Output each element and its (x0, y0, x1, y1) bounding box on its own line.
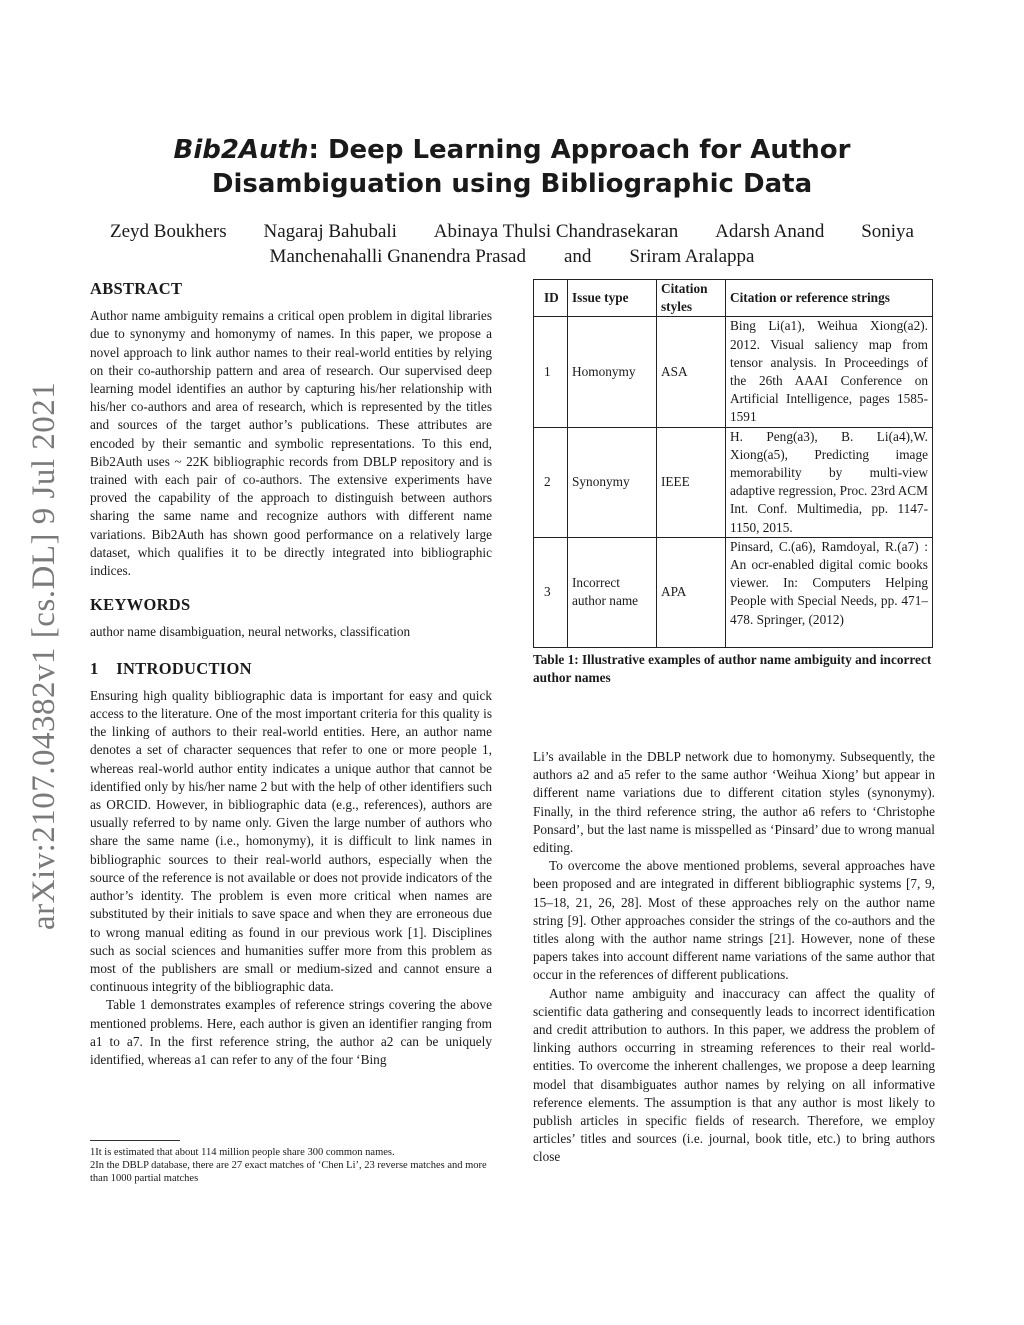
footnotes (90, 1140, 492, 1185)
table-cell-style: IEEE (657, 427, 726, 537)
author-name: Manchenahalli Gnanendra Prasad (269, 246, 526, 267)
table-cell-reference: H. Peng(a3), B. Li(a4),W. Xiong(a5), Predicting image memorability by multi-view adaptive regression, Proc. 23rd ACM Int. Conf. Multimedia, pp. 1147-1150, 2015. (726, 427, 933, 537)
author-name: Soniya (861, 221, 914, 242)
table-header: ID (534, 280, 568, 317)
footnote-rule (90, 1140, 180, 1141)
right-column (533, 748, 935, 1167)
body-paragraph: Li’s available in the DBLP network due to homonymy. Subsequently, the authors a2 and a5 refer to the same author ‘Weihua Xiong’ but appear in different name variations due to different citation styles (synonymy). Finally, in the third reference string, the author a6 refers to ‘Christophe Ponsard’, but the last name is misspelled as ‘Pinsard’ due to wrong manual editing. (533, 749, 935, 856)
author-conjunction: and (563, 246, 592, 267)
table-cell-style: APA (657, 537, 726, 647)
paper-title-system-name: Bib2Auth (173, 135, 309, 165)
author-name: Sriram Aralappa (629, 246, 755, 267)
body-paragraph: Author name ambiguity and inaccuracy can affect the quality of scientific data gathering and consequently leads to incorrect identification and credit attribution to authors. In this paper, we address the problem of linking authors occurring in streaming references to their real world-entities. To overcome the inherent challenges, we propose a deep learning model that disambiguates author names by relying on all informative reference elements. The assumption is that any author is most likely to publish articles in specific fields of research. Therefore, we employ articles’ titles and sources (i.e. journal, book title, etc.) to bring authors close (533, 985, 935, 1165)
keywords-section (90, 596, 492, 641)
author-name: Nagaraj Bahubali (263, 221, 397, 242)
table-cell-id: 2 (534, 427, 568, 537)
introduction-heading: 1 INTRODUCTION (90, 658, 252, 678)
table-caption: Table 1: Illustrative examples of author name ambiguity and incorrect author names (533, 652, 932, 686)
table-row (534, 537, 933, 647)
author-name: Abinaya Thulsi Chandrasekaran (433, 221, 679, 242)
table-header-row (534, 280, 933, 317)
footnote: 2In the DBLP database, there are 27 exact matches of ‘Chen Li’, 23 reverse matches and more than 1000 partial matches (90, 1160, 487, 1184)
paper-title-rest: : Deep Learning Approach for Author Disambiguation using Bibliographic Data (211, 135, 851, 199)
abstract-text: Author name ambiguity remains a critical open problem in digital libraries due to synonymy and homonymy of names. In this paper, we propose a novel approach to link author names to their real-world entities by relying on their co-authorship pattern and area of research. Our supervised deep learning model identifies an author by capturing his/her relationship with his/her co-authors and area of research, which is represented by the titles and sources of the target author’s publications. These attributes are encoded by their semantic and symbolic representations. To this end, Bib2Auth uses ~ 22K bibliographic records from DBLP repository and is trained with each pair of co-authors. The extensive experiments have proved the capability of the approach to distinguish between authors sharing the same name and recognize authors with different name variations. Bib2Auth has shown good performance on a relatively large dataset, which qualifies it to be directly integrated into bibliographic indices. (90, 308, 492, 579)
table-cell-style: ASA (657, 317, 726, 427)
abstract-section (90, 280, 492, 580)
table-cell-id: 1 (534, 317, 568, 427)
arxiv-identifier: arXiv:2107.04382v1 [cs.DL] 9 Jul 2021 (26, 381, 62, 930)
footnote: 1It is estimated that about 114 million people share 300 common names. (90, 1147, 395, 1158)
left-column (90, 280, 492, 1069)
table-cell-issue: Incorrect author name (568, 537, 657, 647)
author-name: Zeyd Boukhers (110, 221, 227, 242)
body-paragraph: To overcome the above mentioned problems, several approaches have been proposed and are integrated in different bibliographic systems [7, 9, 15–18, 21, 26, 28]. Most of these approaches rely on the author name string [9]. Other approaches consider the strings of the co-authors and the titles along with the author name strings [21]. However, none of these papers takes into account different name variations of the same author that occur in the references of different publications. (533, 858, 935, 983)
keywords-heading: KEYWORDS (90, 595, 191, 615)
table-header: Citation or reference strings (726, 280, 933, 317)
table-header: Citation styles (657, 280, 726, 317)
table-cell-reference: Pinsard, C.(a6), Ramdoyal, R.(a7) : An ocr-enabled digital comic books viewer. In: Computers Helping People with Special Needs, pp. 471–478. Springer, (2012) (726, 537, 933, 647)
table-cell-id: 3 (534, 537, 568, 647)
table-row (534, 317, 933, 427)
abstract-heading: ABSTRACT (90, 279, 183, 298)
introduction-paragraph: Ensuring high quality bibliographic data is important for easy and quick access to the literature. One of the most important criteria for this quality is the linking of authors to their real-world entities. Here, an author name denotes a set of character sequences that refer to one or more people 1, whereas real-world author entity indicates a unique author that cannot be identified only by his/her name 2 but with the help of other identifiers such as ORCID. However, in bibliographic data (e.g., references), authors are usually referred to by name only. Given the large number of authors who share the same name (i.e., homonymy), it is difficult to link names in bibliographic sources to their real-world authors, especially when the source of the reference is not available or does not provide indicators of the author’s identity. The problem is even more critical when names are substituted by their initials to save space and when they are erroneous due to wrong manual editing as found in our previous work [1]. Disciplines such as social sciences and humanities suffer more from this problem as most of the publishers are small or medium-sized and cannot ensure a continuous integrity of the bibliographic data. (90, 687, 492, 995)
table-header: Issue type (568, 280, 657, 317)
citation-examples-table (533, 279, 933, 648)
table-cell-reference: Bing Li(a1), Weihua Xiong(a2). 2012. Visual saliency map from tensor analysis. In Proceedings of the 26th AAAI Conference on Artificial Intelligence, pages 1585-1591 (726, 317, 933, 427)
keywords-text: author name disambiguation, neural networks, classification (90, 624, 411, 640)
paper-title (90, 133, 934, 201)
table-cell-issue: Synonymy (568, 427, 657, 537)
introduction-paragraph: Table 1 demonstrates examples of reference strings covering the above mentioned problems. Here, each author is given an identifier ranging from a1 to a7. In the first reference string, the author a2 can be uniquely identified, whereas a1 can refer to any of the four ‘Bing (90, 997, 492, 1067)
table-cell-issue: Homonymy (568, 317, 657, 427)
author-name: Adarsh Anand (715, 221, 825, 242)
table-row (534, 427, 933, 537)
introduction-section (90, 660, 492, 1069)
author-list (90, 219, 934, 269)
